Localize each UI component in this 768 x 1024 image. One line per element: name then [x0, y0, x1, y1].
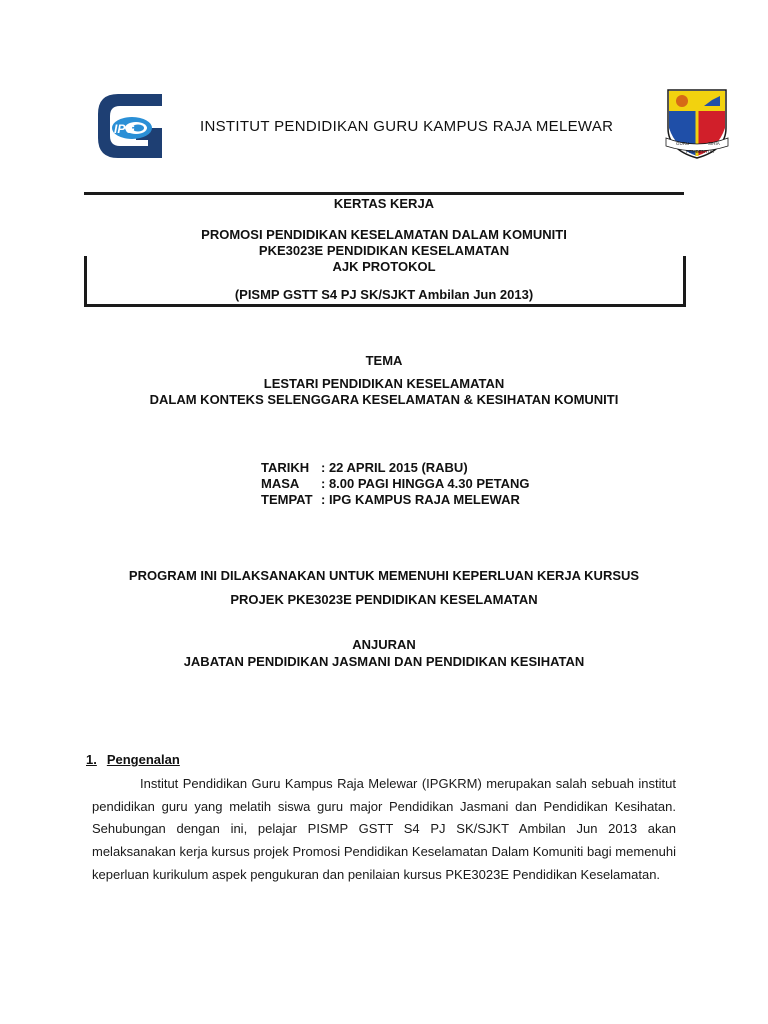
detail-row-date [261, 460, 530, 476]
institution-name: INSTITUT PENDIDIKAN GURU KAMPUS RAJA MELEWAR [200, 118, 614, 135]
program-purpose-line-1: PROGRAM INI DILAKSANAKAN UNTUK MEMENUHI KEPERLUAN KERJA KURSUS [128, 568, 640, 583]
intro-paragraph: Institut Pendidikan Guru Kampus Raja Melewar (IPGKRM) merupakan salah sebuah institut pendidikan guru yang melatih siswa guru major Pendidikan Jasmani dan Pendidikan Kesihatan. Sehubungan dengan ini, pelajar PISMP GSTT S4 PJ SK/SJKT Ambilan Jun 2013 akan melaksanakan kerja kursus projek Promosi Pendidikan Keselamatan Dalam Komuniti bagi memenuhi keperluan kurikulum aspek pengukuran dan penilaian kursus PKE3023E Pendidikan Keselamatan. [92, 776, 676, 882]
detail-value: : IPG KAMPUS RAJA MELEWAR [321, 492, 520, 507]
title-line-course: PKE3023E PENDIDIKAN KESELAMATAN [258, 243, 510, 258]
crest-ribbon-bottom: PEMBENTUK [686, 149, 715, 154]
detail-label: MASA [261, 476, 300, 491]
detail-label: TEMPAT [261, 492, 313, 507]
detail-value: : 8.00 PAGI HINGGA 4.30 PETANG [321, 476, 530, 491]
detail-row-time [261, 476, 530, 492]
ipg-logo-text: IPG [114, 122, 135, 136]
anjuran-heading: ANJURAN [352, 637, 416, 652]
section-heading [86, 752, 180, 767]
tema-line-2: DALAM KONTEKS SELENGGARA KESELAMATAN & KESIHATAN KOMUNITI [149, 392, 619, 407]
crest-ribbon-right: SIRIA [708, 141, 720, 146]
ipg-logo [92, 88, 168, 164]
header-divider [84, 192, 684, 195]
kertas-kerja-heading: KERTAS KERJA [333, 196, 435, 211]
tema-line-1: LESTARI PENDIDIKAN KESELAMATAN [263, 376, 505, 391]
event-details [261, 460, 530, 508]
detail-label: TARIKH [261, 460, 310, 475]
crest-icon [664, 86, 730, 162]
crest-ribbon-left: GURU [676, 141, 690, 146]
detail-value: : 22 APRIL 2015 (RABU) [321, 460, 468, 475]
pismp-cohort: (PISMP GSTT S4 PJ SK/SJKT Ambilan Jun 2013) [234, 287, 534, 302]
organiser-name: JABATAN PENDIDIKAN JASMANI DAN PENDIDIKAN KESIHATAN [183, 654, 585, 669]
section-title: Pengenalan [106, 752, 180, 767]
title-line-programme: PROMOSI PENDIDIKAN KESELAMATAN DALAM KOMUNITI [201, 227, 567, 242]
program-purpose-line-2: PROJEK PKE3023E PENDIDIKAN KESELAMATAN [230, 592, 538, 607]
title-lines [0, 227, 768, 275]
tema-heading: TEMA [365, 353, 403, 368]
section-number: 1. [86, 752, 97, 767]
tema-lines [0, 376, 768, 408]
detail-row-venue [261, 492, 530, 508]
title-line-committee: AJK PROTOKOL [332, 259, 436, 274]
